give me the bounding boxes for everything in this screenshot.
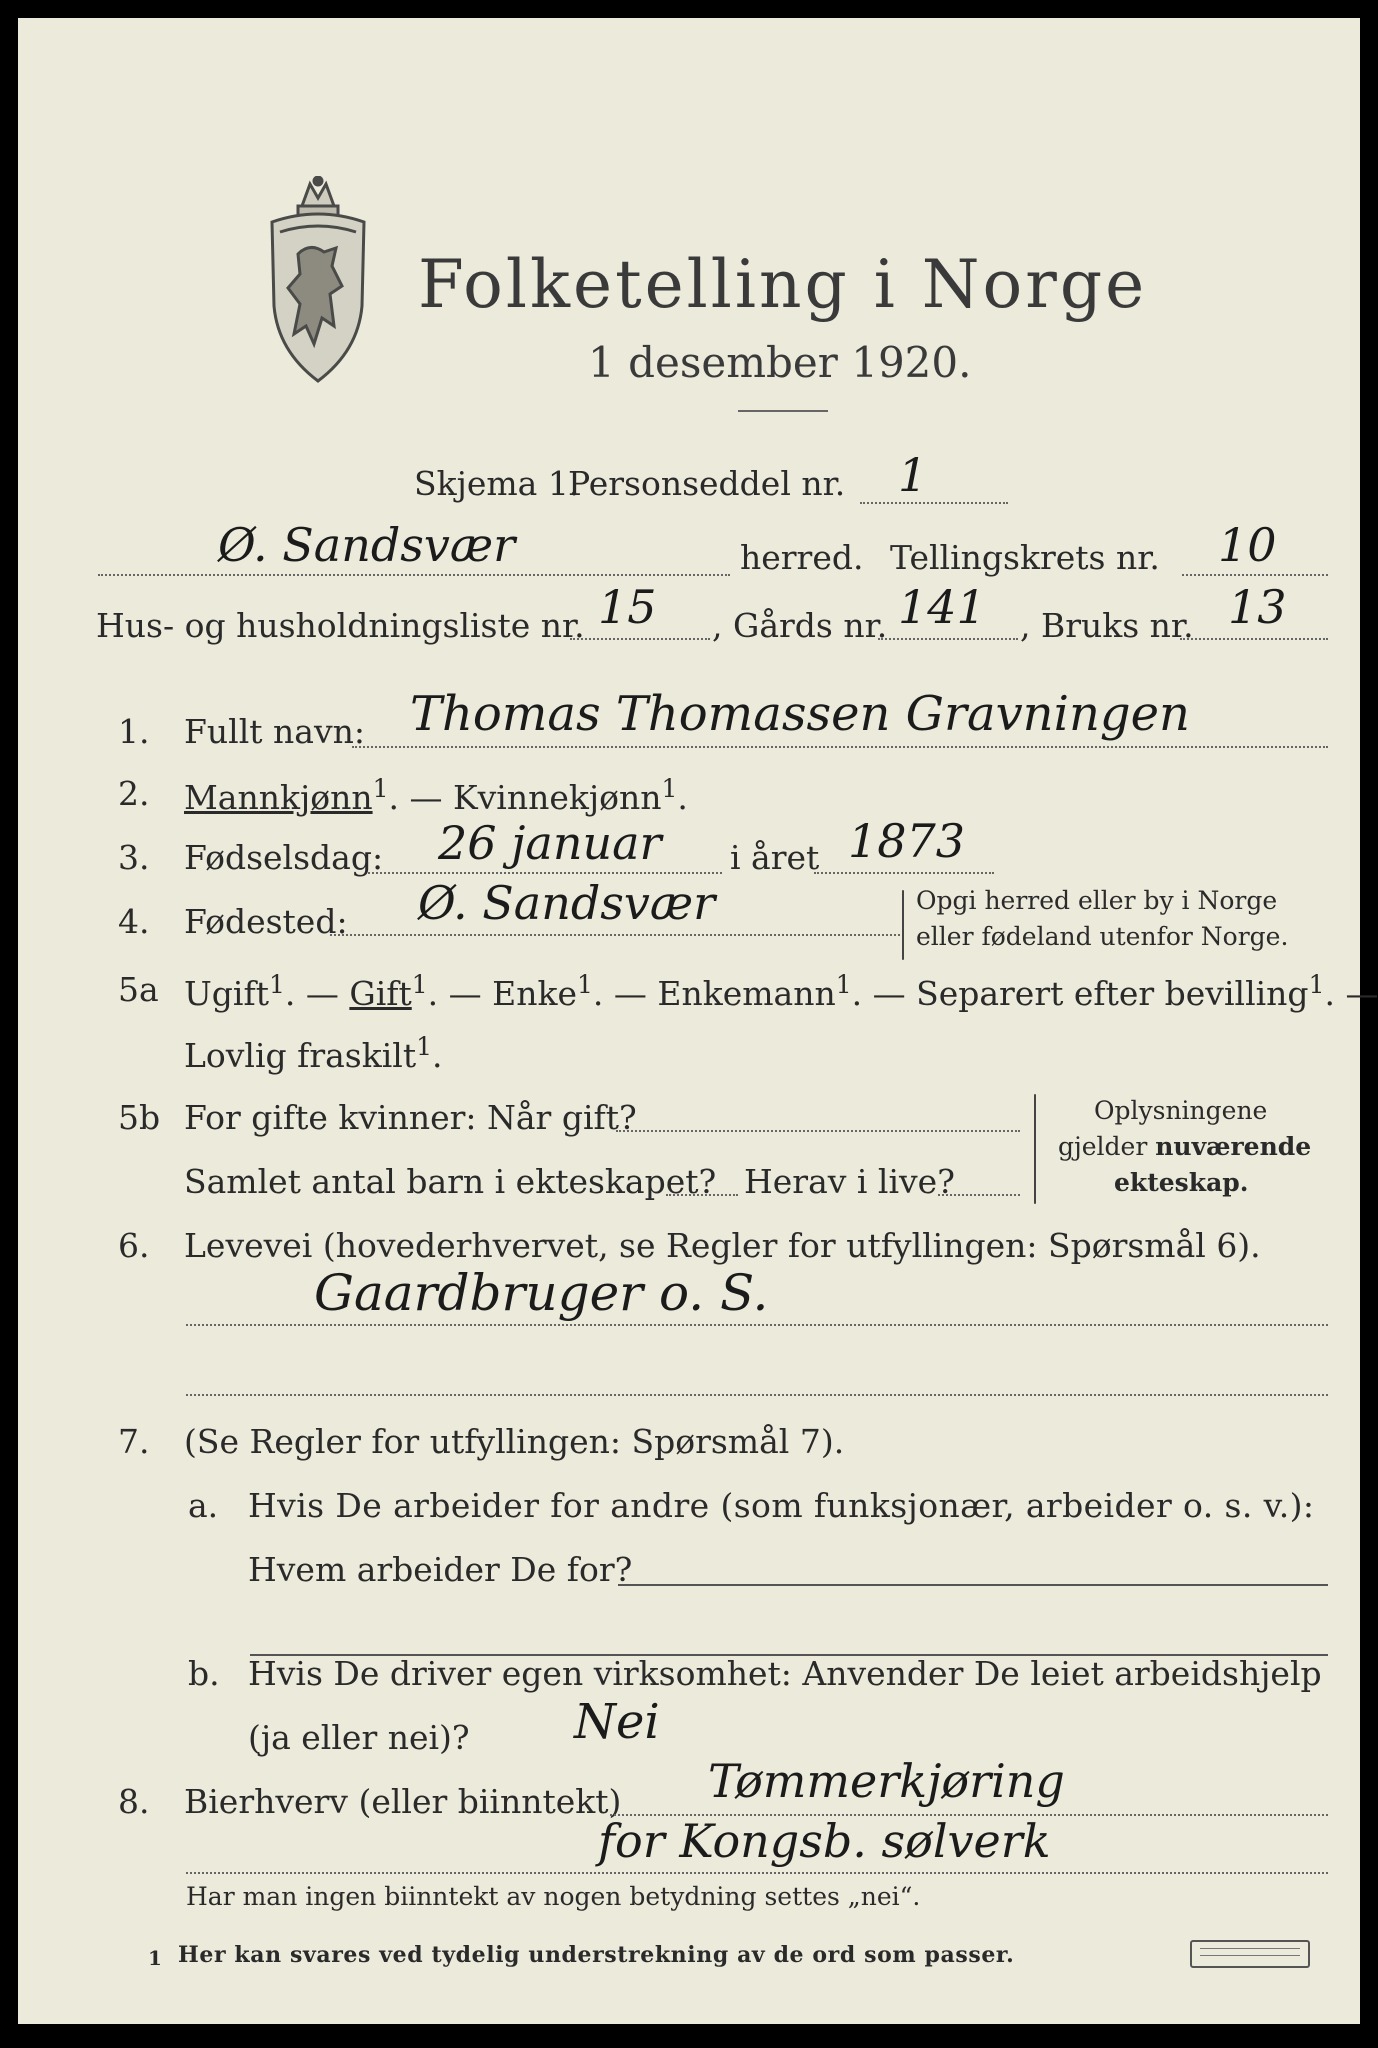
sex-options: Mannkjønn$^1$. — Kvinnekjønn$^1$. <box>184 774 688 817</box>
q7a-number: a. <box>188 1486 219 1525</box>
norwegian-coat-of-arms-icon <box>250 176 386 386</box>
bruks-label: , Bruks nr. <box>1020 606 1194 645</box>
divorced-option: Lovlig fraskilt$^1$. <box>184 1032 443 1075</box>
personseddel-line <box>860 502 1008 504</box>
q5b-brace <box>1034 1094 1036 1204</box>
footnote-mark: 1 <box>148 1946 162 1970</box>
q5b-when-married-label: For gifte kvinner: Når gift? <box>184 1098 637 1137</box>
children-line <box>666 1194 738 1196</box>
q3-label: Fødselsdag: <box>184 838 384 877</box>
q2-number: 2. <box>118 774 150 813</box>
side-income-value-1: Tømmerkjøring <box>708 1754 1065 1808</box>
hus-label: Hus- og husholdningsliste nr. <box>96 606 585 645</box>
personseddel-label: Personseddel nr. <box>568 464 846 503</box>
side-income-value-2: for Kongsb. sølverk <box>598 1814 1051 1868</box>
q7b-line1: Hvis De driver egen virksomhet: Anvender De leiet arbeidshjelp <box>248 1654 1322 1693</box>
tellingskrets-value: 10 <box>1218 518 1277 572</box>
q6-number: 6. <box>118 1226 150 1265</box>
occupation-line-1 <box>186 1324 1328 1326</box>
gards-label: , Gårds nr. <box>712 606 888 645</box>
q5b-note-line2: gjelder nuværende <box>1058 1132 1312 1161</box>
when-married-line <box>616 1130 1020 1132</box>
hired-help-value: Nei <box>574 1694 660 1750</box>
q8-label: Bierhverv (eller biinntekt) <box>184 1782 622 1821</box>
tellingskrets-line <box>1182 574 1328 576</box>
male-option: Mannkjønn <box>184 778 373 817</box>
q5b-alive-label: Herav i live? <box>744 1162 955 1201</box>
q4-note-line2: eller fødeland utenfor Norge. <box>916 922 1289 951</box>
female-option: Kvinnekjønn <box>452 778 662 817</box>
birthday-line <box>368 872 722 874</box>
q7a-line2: Hvem arbeider De for? <box>248 1550 633 1589</box>
bruks-line <box>1180 638 1328 640</box>
herred-line <box>98 574 730 576</box>
occupation-line-2 <box>186 1394 1328 1396</box>
q4-number: 4. <box>118 902 150 941</box>
title-divider <box>738 410 828 412</box>
q5b-number: 5b <box>118 1098 161 1137</box>
personseddel-value: 1 <box>898 448 928 502</box>
q4-note-line1: Opgi herred eller by i Norge <box>916 886 1278 915</box>
alive-line <box>938 1194 1020 1196</box>
footnote-text: Her kan svares ved tydelig understrekning av de ord som passer. <box>178 1942 1015 1968</box>
birthday-value: 26 januar <box>438 816 662 870</box>
hus-line <box>570 638 710 640</box>
employer-line-1 <box>618 1584 1328 1586</box>
tellingskrets-label: Tellingskrets nr. <box>890 538 1160 577</box>
q1-line <box>352 746 1328 748</box>
q8-note: Har man ingen biinntekt av nogen betydning settes „nei“. <box>186 1882 921 1911</box>
year-label: i året <box>730 838 820 877</box>
census-form-sheet <box>18 18 1378 2024</box>
q7b-number: b. <box>188 1654 220 1693</box>
gards-line <box>878 638 1018 640</box>
page-title: Folketelling i Norge <box>418 246 1148 323</box>
birthplace-value: Ø. Sandsvær <box>418 876 716 930</box>
q5b-note-line3: ekteskap. <box>1114 1168 1249 1197</box>
bruks-value: 13 <box>1228 580 1287 634</box>
census-date: 1 desember 1920. <box>588 338 972 387</box>
q4-brace <box>902 890 904 960</box>
q8-number: 8. <box>118 1782 150 1821</box>
skjema-label: Skjema 1. <box>414 464 580 503</box>
q6-label: Levevei (hovederhvervet, se Regler for utfyllingen: Spørsmål 6). <box>184 1226 1261 1265</box>
q5a-number: 5a <box>118 970 159 1009</box>
birth-year-value: 1873 <box>848 814 966 868</box>
year-line <box>814 872 994 874</box>
herred-value: Ø. Sandsvær <box>218 518 516 572</box>
full-name-value: Thomas Thomassen Gravningen <box>410 686 1190 742</box>
occupation-value: Gaardbruger o. S. <box>314 1264 769 1322</box>
marital-status-options: Ugift$^1$. — Gift$^1$. — Enke$^1$. — Enkemann$^1$. — Separert efter bevilling$^1$. — <box>184 970 1378 1013</box>
q5b-children-label: Samlet antal barn i ekteskapet? <box>184 1162 717 1201</box>
q7-number: 7. <box>118 1422 150 1461</box>
q3-number: 3. <box>118 838 150 877</box>
hus-value: 15 <box>598 580 657 634</box>
herred-label: herred. <box>740 538 864 577</box>
q7b-line2: (ja eller nei)? <box>248 1718 470 1757</box>
side-income-line-2 <box>186 1872 1328 1874</box>
birthplace-line <box>330 934 904 936</box>
q5b-note-line1: Oplysningene <box>1094 1096 1268 1125</box>
gards-value: 141 <box>898 580 986 634</box>
q4-label: Fødested: <box>184 902 348 941</box>
printer-stamp <box>1190 1940 1310 1968</box>
q1-number: 1. <box>118 712 150 751</box>
q1-label: Fullt navn: <box>184 712 365 751</box>
q7-label: (Se Regler for utfyllingen: Spørsmål 7). <box>184 1422 845 1461</box>
q7a-line1: Hvis De arbeider for andre (som funksjonær, arbeider o. s. v.): <box>248 1486 1315 1525</box>
married-option: Gift <box>349 974 412 1013</box>
